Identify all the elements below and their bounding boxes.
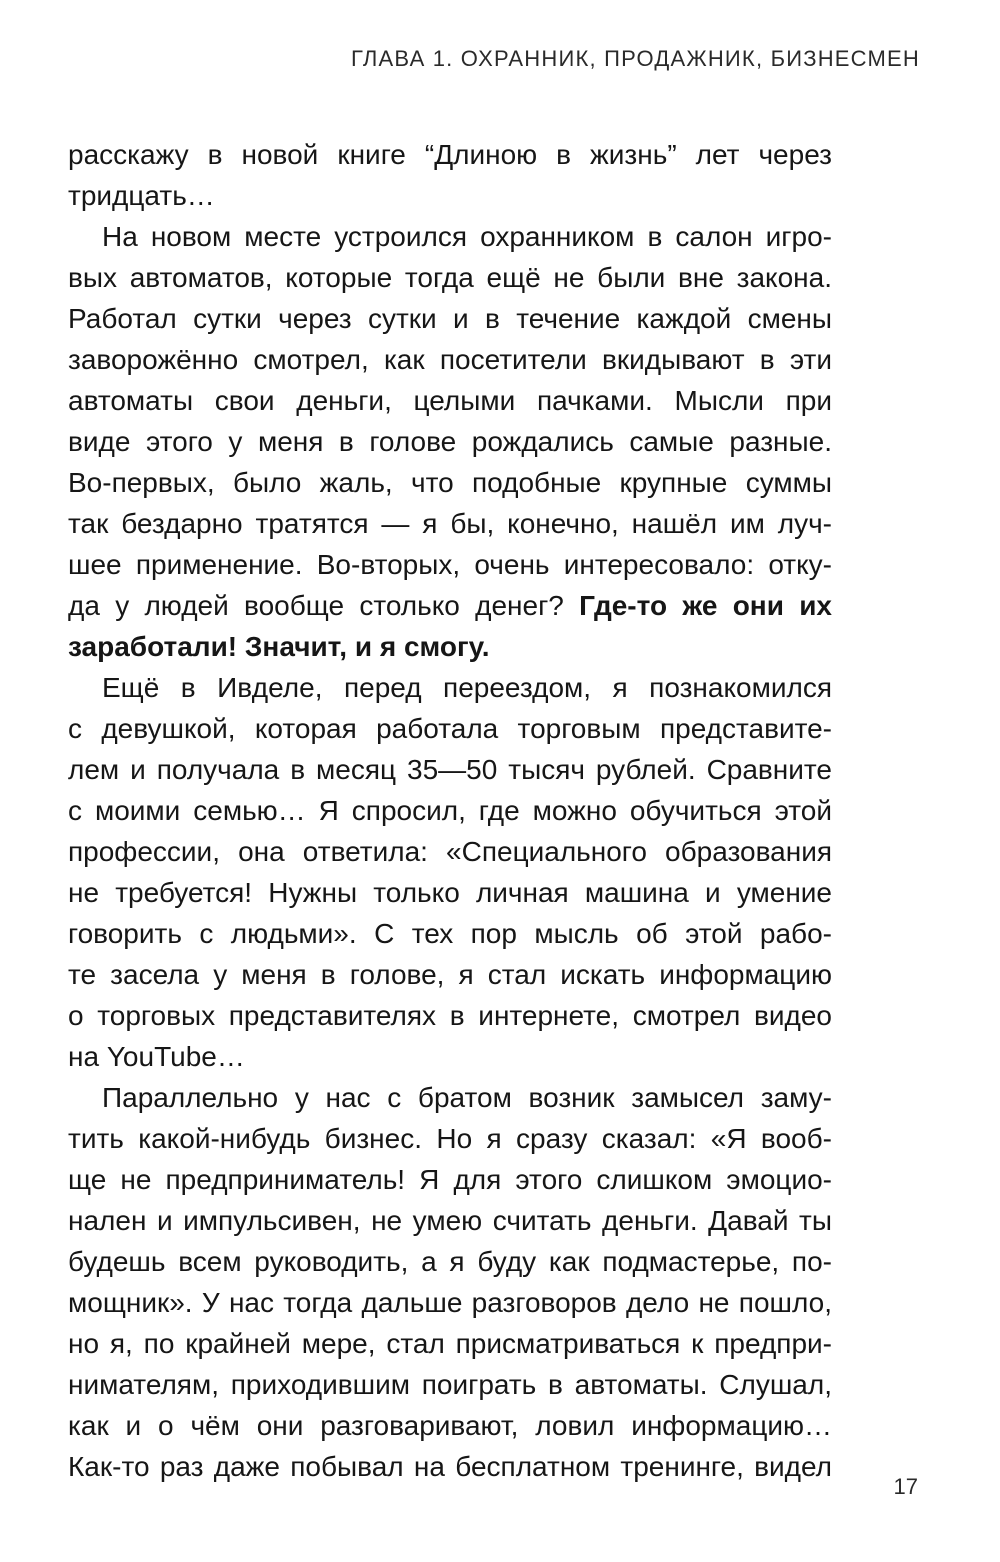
text-line: говорить с людьми». С тех пор мысль об этой рабо- — [68, 918, 832, 949]
text-line: будешь всем руководить, а я буду как подмастерье, по- — [68, 1246, 832, 1277]
text-line: не требуется! Нужны только личная машина и умение — [68, 877, 832, 908]
text-line: с девушкой, которая работала торговым представите- — [68, 713, 832, 744]
text-line: на YouTube… — [68, 1041, 245, 1072]
text-line-mixed — [68, 585, 832, 626]
text-line: тить какой-нибудь бизнес. Но я сразу сказал: «Я вооб- — [68, 1123, 832, 1154]
text-line: нимателям, приходившим поиграть в автоматы. Слушал, — [68, 1369, 832, 1400]
paragraph-first-line: На новом месте устроился охранником в салон игро- — [102, 221, 832, 252]
page-number: 17 — [893, 1474, 918, 1499]
text-line: ще не предприниматель! Я для этого слишком эмоцио- — [68, 1164, 832, 1195]
text-line: тридцать… — [68, 180, 215, 211]
text-line: шее применение. Во-вторых, очень интересовало: отку- — [68, 549, 832, 580]
text-line: заворожённо смотрел, как посетители вкидывают в эти — [68, 344, 832, 375]
text-line: лем и получала в месяц 35—50 тысяч рублей. Сравните — [68, 754, 832, 785]
text-line: нален и импульсивен, не умею считать деньги. Давай ты — [68, 1205, 832, 1236]
text-line: с моими семью… Я спросил, где можно обучиться этой — [68, 795, 832, 826]
text-segment: да у людей вообще столько денег? — [68, 590, 580, 621]
text-line: расскажу в новой книге “Длиною в жизнь” лет через — [68, 139, 832, 170]
text-line: мощник». У нас тогда дальше разговоров дело не пошло, — [68, 1287, 832, 1318]
bold-text: заработали! Значит, и я смогу. — [68, 631, 490, 662]
text-line: как и о чём они разговаривают, ловил информацию… — [68, 1410, 832, 1441]
text-line: так бездарно тратятся — я бы, конечно, нашёл им луч- — [68, 508, 832, 539]
text-line: профессии, она ответила: «Специального образования — [68, 836, 832, 867]
bold-text: Где-то же они их — [579, 590, 832, 621]
text-line: вых автоматов, которые тогда ещё не были вне закона. — [68, 262, 832, 293]
body-text — [68, 134, 832, 1487]
running-header: ГЛАВА 1. ОХРАННИК, ПРОДАЖНИК, БИЗНЕСМЕН — [351, 46, 920, 71]
text-line: Как-то раз даже побывал на бесплатном тренинге, видел — [68, 1451, 832, 1482]
text-line: Работал сутки через сутки и в течение каждой смены — [68, 303, 832, 334]
text-line: автоматы свои деньги, целыми пачками. Мысли при — [68, 385, 832, 416]
text-line-bold — [68, 626, 832, 667]
text-line: Во-первых, было жаль, что подобные крупные суммы — [68, 467, 832, 498]
text-line: те засела у меня в голове, я стал искать информацию — [68, 959, 832, 990]
paragraph-first-line: Параллельно у нас с братом возник замысел заму- — [102, 1082, 832, 1113]
text-line: но я, по крайней мере, стал присматриваться к предпри- — [68, 1328, 832, 1359]
text-line: виде этого у меня в голове рождались самые разные. — [68, 426, 832, 457]
paragraph-first-line: Ещё в Ивделе, перед переездом, я познакомился — [102, 672, 832, 703]
text-line: о торговых представителях в интернете, смотрел видео — [68, 1000, 832, 1031]
